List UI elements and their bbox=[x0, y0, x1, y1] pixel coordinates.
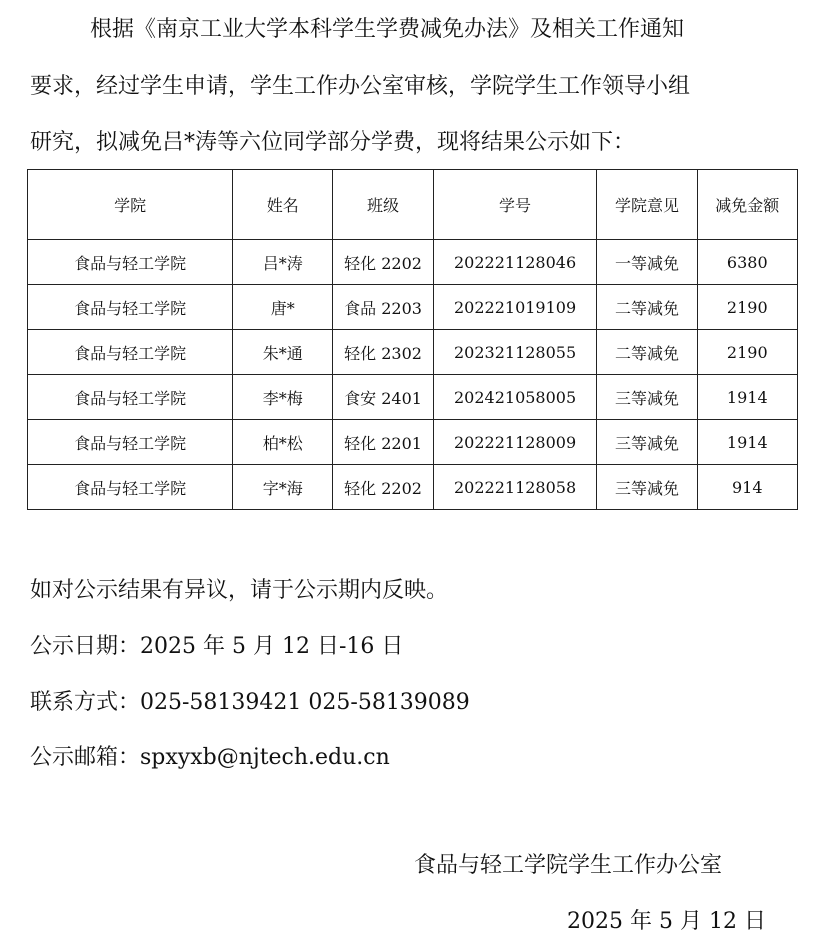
table-header-row bbox=[28, 170, 798, 240]
cell-name: 吕*涛 bbox=[233, 240, 333, 285]
table-row bbox=[28, 240, 798, 285]
cell-amount: 914 bbox=[697, 465, 797, 510]
header-name: 姓名 bbox=[233, 170, 333, 240]
cell-class: 轻化 2202 bbox=[333, 465, 433, 510]
header-college: 学院 bbox=[28, 170, 233, 240]
cell-name: 李*梅 bbox=[233, 375, 333, 420]
table-row bbox=[28, 420, 798, 465]
cell-class: 食品 2203 bbox=[333, 285, 433, 330]
publicity-period: 公示日期：2025 年 5 月 12 日-16 日 bbox=[30, 634, 404, 659]
cell-opinion: 三等减免 bbox=[597, 375, 697, 420]
cell-college: 食品与轻工学院 bbox=[28, 330, 233, 375]
cell-opinion: 三等减免 bbox=[597, 420, 697, 465]
cell-name: 柏*松 bbox=[233, 420, 333, 465]
cell-class: 轻化 2302 bbox=[333, 330, 433, 375]
cell-amount: 1914 bbox=[697, 375, 797, 420]
cell-amount: 2190 bbox=[697, 285, 797, 330]
cell-opinion: 三等减免 bbox=[597, 465, 697, 510]
cell-class: 轻化 2201 bbox=[333, 420, 433, 465]
reduction-result-table bbox=[27, 169, 798, 510]
cell-student-id: 202221128009 bbox=[433, 420, 597, 465]
cell-college: 食品与轻工学院 bbox=[28, 465, 233, 510]
intro-line-3: 研究，拟减免吕*涛等六位同学部分学费，现将结果公示如下： bbox=[30, 130, 636, 155]
cell-opinion: 二等减免 bbox=[597, 330, 697, 375]
objection-notice: 如对公示结果有异议，请于公示期内反映。 bbox=[30, 578, 449, 603]
cell-student-id: 202221128046 bbox=[433, 240, 597, 285]
table-row bbox=[28, 375, 798, 420]
cell-student-id: 202221019109 bbox=[433, 285, 597, 330]
cell-name: 朱*通 bbox=[233, 330, 333, 375]
cell-amount: 6380 bbox=[697, 240, 797, 285]
cell-student-id: 202321128055 bbox=[433, 330, 597, 375]
cell-class: 轻化 2202 bbox=[333, 240, 433, 285]
cell-college: 食品与轻工学院 bbox=[28, 285, 233, 330]
intro-line-2: 要求，经过学生申请，学生工作办公室审核，学院学生工作领导小组 bbox=[30, 74, 691, 99]
cell-student-id: 202421058005 bbox=[433, 375, 597, 420]
cell-opinion: 一等减免 bbox=[597, 240, 697, 285]
header-college-opinion: 学院意见 bbox=[597, 170, 697, 240]
cell-amount: 1914 bbox=[697, 420, 797, 465]
cell-amount: 2190 bbox=[697, 330, 797, 375]
cell-class: 食安 2401 bbox=[333, 375, 433, 420]
table-row bbox=[28, 285, 798, 330]
header-student-id: 学号 bbox=[433, 170, 597, 240]
issuing-office: 食品与轻工学院学生工作办公室 bbox=[414, 853, 723, 878]
cell-college: 食品与轻工学院 bbox=[28, 375, 233, 420]
issue-date: 2025 年 5 月 12 日 bbox=[567, 909, 766, 934]
cell-college: 食品与轻工学院 bbox=[28, 240, 233, 285]
cell-college: 食品与轻工学院 bbox=[28, 420, 233, 465]
table-row bbox=[28, 465, 798, 510]
cell-name: 字*海 bbox=[233, 465, 333, 510]
contact-phones: 联系方式：025-58139421 025-58139089 bbox=[30, 690, 470, 715]
header-reduction-amount: 减免金额 bbox=[697, 170, 797, 240]
cell-opinion: 二等减免 bbox=[597, 285, 697, 330]
cell-name: 唐* bbox=[233, 285, 333, 330]
cell-student-id: 202221128058 bbox=[433, 465, 597, 510]
header-class: 班级 bbox=[333, 170, 433, 240]
intro-line-1: 根据《南京工业大学本科学生学费减免办法》及相关工作通知 bbox=[90, 17, 685, 42]
table-row bbox=[28, 330, 798, 375]
publicity-email: 公示邮箱：spxyxb@njtech.edu.cn bbox=[30, 745, 390, 770]
